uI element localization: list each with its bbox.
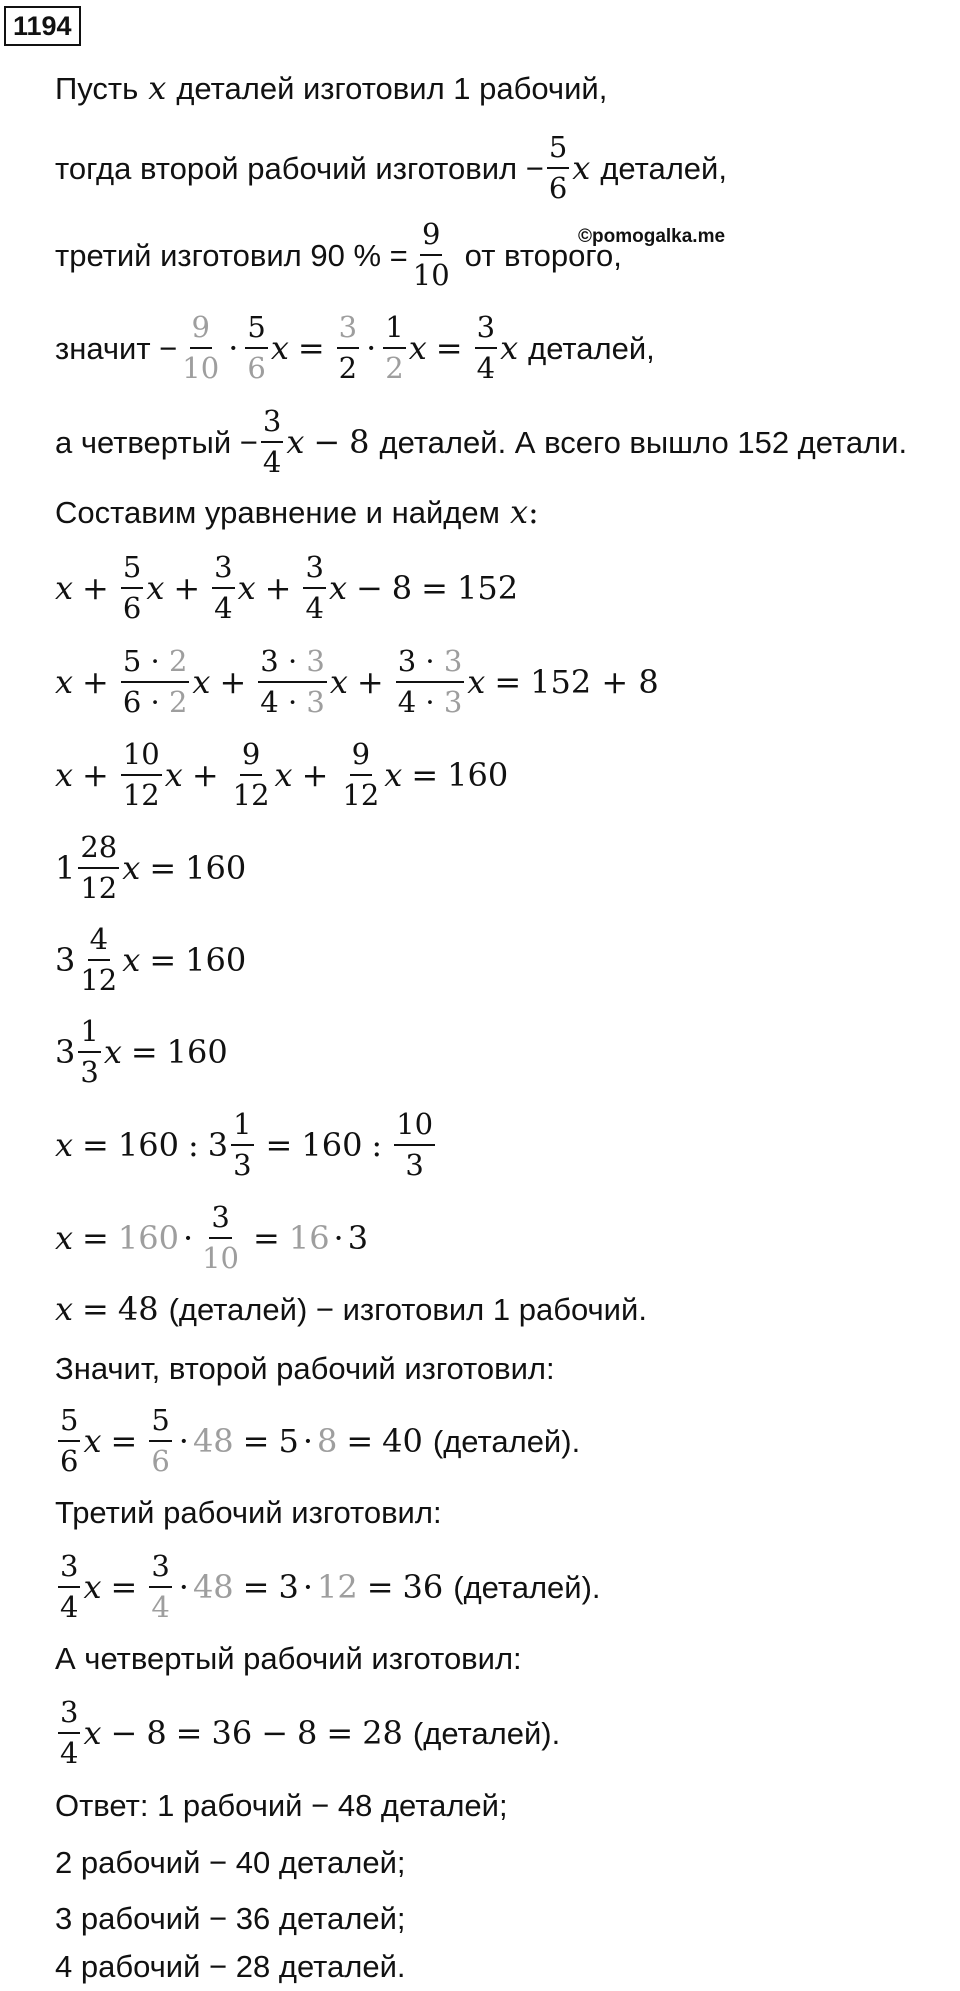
line-x-result: x = 48 (деталей) − изготовил 1 рабочий.	[55, 1290, 647, 1328]
text: деталей,	[600, 150, 727, 186]
var-x: x	[572, 149, 591, 187]
equation-5: 3 4 12 x = 160	[55, 922, 247, 997]
text: Составим уравнение и найдем	[55, 494, 500, 530]
fraction: $\frac{3}{4}$	[476, 310, 496, 385]
text: третий изготовил 90 % =	[55, 237, 408, 273]
text: 4 рабочий − 28 деталей.	[55, 1948, 406, 1984]
answer-4	[55, 1944, 406, 1988]
answer-2	[55, 1832, 406, 1892]
text: А четвертый рабочий изготовил:	[55, 1640, 522, 1676]
text: деталей. А всего вышло 152 детали.	[379, 424, 908, 460]
line-4: значит − $\frac{9}{10}$ · 5 6 x = $\frac{3}{2}$ · 1 2 x = $\frac{3}{4}$ x деталей,	[55, 310, 655, 385]
equation-7: x = 160 : 3 $\frac{1}{3}$ = 160 : 10 3	[55, 1107, 434, 1182]
fraction: 5 6	[247, 310, 266, 385]
line-fourth	[55, 1628, 522, 1688]
text: а четвертый −	[55, 424, 258, 460]
text: 2 рабочий − 40 деталей;	[55, 1844, 406, 1880]
line-1	[55, 58, 607, 118]
text: (деталей) − изготовил 1 рабочий.	[168, 1291, 647, 1327]
watermark: ©pomogalka.me	[578, 226, 726, 247]
text: 3 рабочий − 36 деталей;	[55, 1900, 406, 1936]
line-third	[55, 1482, 442, 1542]
fraction-cancelled: $\frac{9}{10}$	[182, 310, 220, 385]
var-x: x	[148, 69, 167, 107]
text: деталей изготовил 1 рабочий,	[176, 70, 608, 106]
text: Пусть	[55, 70, 139, 106]
text: Значит, второй рабочий изготовил:	[55, 1350, 555, 1386]
equation-8: x = 160 · $\frac{3}{10}$ = 16 · 3	[55, 1200, 369, 1275]
text: (деталей).	[412, 1715, 561, 1751]
text: тогда второй рабочий изготовил −	[55, 150, 544, 186]
equation-10: 3 4 x = $\frac{3}{4}$ · 48 = 3 · 12 = 36 (деталей).	[60, 1549, 601, 1624]
equation-9: 5 6 x = $\frac{5}{6}$ · 48 = 5 · 8 = 40 (деталей).	[60, 1403, 581, 1478]
line-2	[55, 130, 727, 205]
answer-3	[55, 1888, 406, 1948]
line-5: а четвертый − $\frac{3}{4}$ x − 8 деталей. А всего вышло 152 детали.	[55, 404, 908, 479]
equation-11: 3 4 x − 8 = 36 − 8 = 28 (деталей).	[60, 1695, 561, 1770]
line-6: Составим уравнение и найдем x :	[55, 493, 539, 531]
fraction: 1 2	[385, 310, 404, 385]
text: значит −	[55, 330, 178, 366]
text: Ответ: 1 рабочий − 48 деталей;	[55, 1787, 508, 1823]
fraction: $\frac{9}{10}$	[412, 217, 450, 292]
fraction: $\frac{5}{6}$	[548, 130, 568, 205]
equation-2: x + $\frac{5 \cdot 2}{6 \cdot 2}$ x + $\frac{3 \cdot 3}{4 \cdot 3}$ x + $\frac{3 \cdot 3}{4 \cdot 3}$ x = 152 + 8	[55, 644, 659, 719]
text: (деталей).	[432, 1423, 581, 1459]
equation-4: 1 28 12 x = 160	[55, 830, 247, 905]
text: (деталей).	[453, 1569, 601, 1605]
text: Третий рабочий изготовил:	[55, 1494, 442, 1530]
line-second	[55, 1338, 555, 1398]
line-3	[55, 217, 622, 292]
equation-1: x + $\frac{5}{6}$ x + $\frac{3}{4}$ x + $\frac{3}{4}$ x − 8 = 152	[55, 550, 519, 625]
text: от второго,	[464, 237, 622, 273]
fraction: $\frac{3}{2}$	[338, 310, 358, 385]
equation-3: x + $\frac{10}{12}$ x + $\frac{9}{12}$ x + $\frac{9}{12}$ x = 160	[55, 737, 509, 812]
equation-6: 3 1 3 x = 160	[55, 1014, 228, 1089]
fraction: $\frac{3}{4}$	[262, 404, 282, 479]
answer-1	[55, 1775, 508, 1835]
text: деталей,	[528, 330, 655, 366]
problem-number: 1194	[4, 6, 81, 46]
